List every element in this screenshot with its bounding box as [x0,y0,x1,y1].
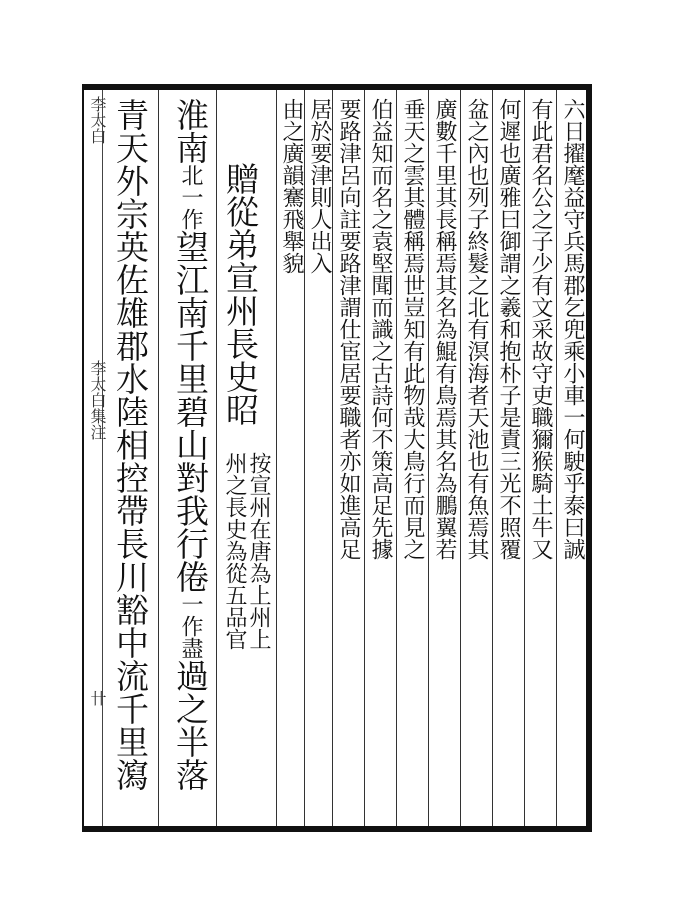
column-rule [396,90,397,826]
column-rule [276,90,277,826]
column-rule [556,90,557,826]
frame-right-border [586,84,592,832]
poem-column-1 [172,98,208,791]
commentary-column-3: 何遲也廣雅曰御謂之羲和抱朴子是責三光不照覆 [496,98,521,560]
commentary-column-7: 伯益知而名之袁堅聞而識之古詩何不策高足先據 [368,98,393,560]
commentary-column-2: 有此君名公之子少有文采故守吏職獮猴騎土牛又 [528,98,553,560]
commentary-column-10: 由之廣韻騫飛舉貌 [279,98,304,274]
margin-mark-top: 李太白 [88,96,107,144]
commentary-column-9: 居於要津則人出入 [307,98,332,274]
column-rule [332,90,333,826]
column-rule [492,90,493,826]
margin-mark-middle: 李太白集注 [88,360,107,440]
poem-text: 過之半落 [171,659,210,791]
commentary-column-6: 垂天之雲其體稱焉世豈知有此物哉大鳥行而見之 [400,98,425,560]
title-note-left: 州之長史為從五品官 [222,452,247,650]
poem-column-2: 青天外宗英佐雄郡水陸相控帶長川豁中流千里瀉 [111,98,150,791]
commentary-column-1: 六日擢麾益守兵馬郡乞兜乘小車一何駛乎泰曰誠 [560,98,585,560]
column-rule [158,90,159,826]
commentary-column-8: 要路津呂向註要路津謂仕宦居要職者亦如進高足 [336,98,361,560]
variant-note: 一作盡 [178,593,203,659]
column-rule [428,90,429,826]
fold-edge-strip [84,90,103,826]
variant-note: 北一作 [178,164,203,230]
column-rule [216,90,217,826]
frame-bottom-border [82,826,592,832]
column-rule [524,90,525,826]
column-rule [364,90,365,826]
margin-mark-bottom: 卄 [88,690,107,706]
column-rule [304,90,305,826]
poem-text: 淮南 [171,98,210,164]
poem-title: 贈從弟宣州長史昭 [221,162,260,426]
title-note-right: 按宣州在唐為上州上 [246,452,271,650]
commentary-column-5: 廣數千里其長稱焉其名為鯤有鳥焉其名為鵬翼若 [432,98,457,560]
commentary-column-4: 盆之內也列子終髮之北有溟海者天池也有魚焉其 [464,98,489,560]
poem-text: 望江南千里碧山對我行倦 [171,230,210,593]
column-rule [460,90,461,826]
